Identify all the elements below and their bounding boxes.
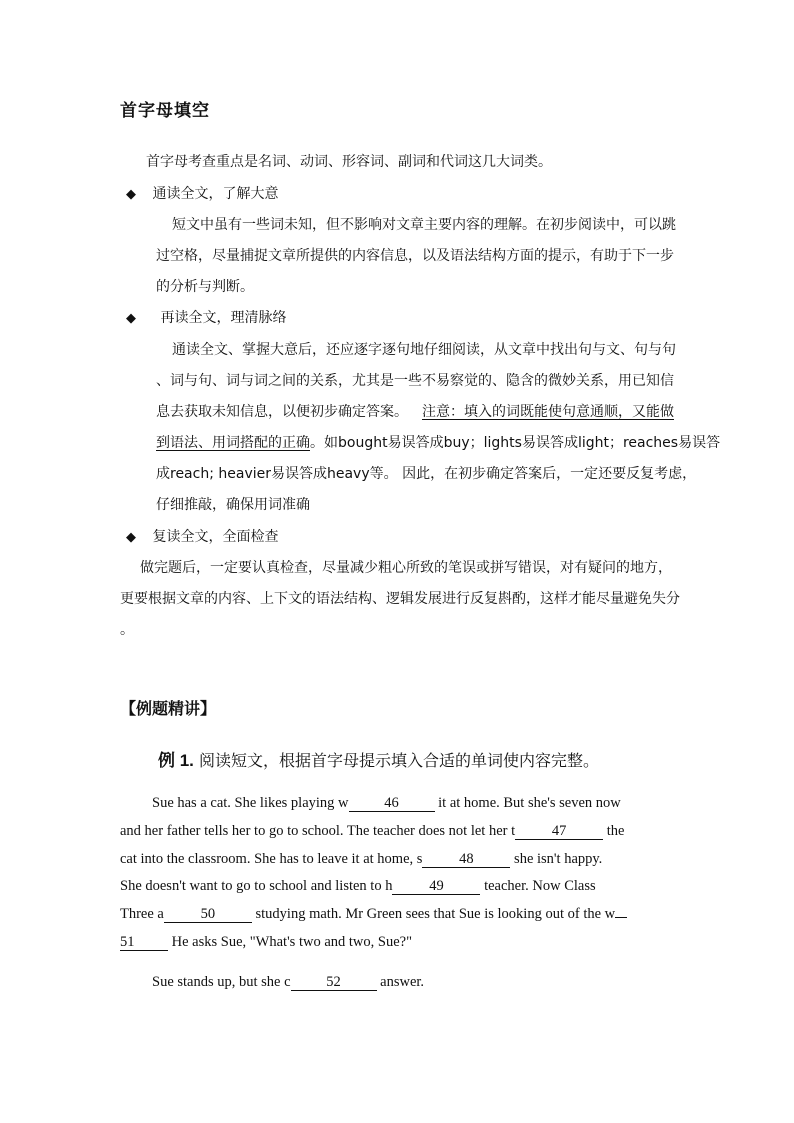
- passage-text: teacher. Now Class: [480, 878, 596, 894]
- tip2-text: 。如bought易误答成buy；lights易误答成light；reaches易误答: [310, 435, 721, 451]
- tip1-line: 过空格，尽量捕捉文章所提供的内容信息，以及语法结构方面的提示，有助于下一步: [156, 248, 674, 264]
- example-heading: [158, 746, 599, 771]
- diamond-bullet-icon: ◆: [126, 530, 136, 545]
- tip2-note-underlined: 到语法、用词搭配的正确: [156, 435, 310, 451]
- passage-text: she isn't happy.: [510, 851, 603, 867]
- blank-50[interactable]: 50: [164, 906, 252, 923]
- passage-text: She doesn't want to go to school and listen to h: [120, 878, 393, 894]
- passage-text: the: [603, 823, 625, 839]
- blank-49[interactable]: 49: [392, 878, 480, 895]
- blank-52[interactable]: 52: [291, 974, 377, 991]
- tip1-line: 短文中虽有一些词未知，但不影响对文章主要内容的理解。在初步阅读中，可以跳: [172, 217, 676, 233]
- tip2-line: 成reach; heavier易误答成heavy等。 因此，在初步确定答案后，一定还要反复考虑，: [156, 466, 697, 482]
- intro-text: 首字母考查重点是名词、动词、形容词、副词和代词这几大词类。: [146, 154, 552, 170]
- tip2-line: 仔细推敲，确保用词准确: [156, 497, 310, 513]
- passage-text: studying math. Mr Green sees that Sue is looking out of the w: [251, 906, 616, 922]
- tip1-line: 的分析与判断。: [156, 279, 254, 295]
- example-instruction: 阅读短文，根据首字母提示填入合适的单词使内容完整。: [199, 751, 600, 770]
- tip3-item: [126, 527, 278, 548]
- diamond-bullet-icon: ◆: [126, 311, 136, 326]
- tip3-line: 做完题后，一定要认真检查，尽量减少粗心所致的笔误或拼写错误，对有疑问的地方，: [140, 560, 672, 576]
- tip2-line: [156, 402, 674, 422]
- passage-line: [120, 878, 596, 895]
- passage-line: [120, 906, 627, 923]
- example-label: 例 1.: [158, 751, 194, 770]
- passage-text: and her father tells her to go to school. The teacher does not let her t: [120, 823, 516, 839]
- passage-text: Sue has a cat. She likes playing w: [152, 795, 349, 811]
- tip2-item: [126, 308, 286, 329]
- blank-51-start[interactable]: [615, 917, 627, 918]
- tip2-heading: 再读全文，理清脉络: [160, 310, 287, 326]
- tip2-line: 、词与句、词与词之间的关系，尤其是一些不易察觉的、隐含的微妙关系，用已知信: [156, 373, 674, 389]
- tip3-line: 。: [120, 622, 134, 638]
- passage-text: He asks Sue, "What's two and two, Sue?": [168, 934, 412, 950]
- tip2-text: 息去获取未知信息，以便初步确定答案。: [156, 404, 408, 420]
- passage-text: it at home. But she's seven now: [434, 795, 621, 811]
- blank-51[interactable]: 51: [120, 934, 168, 951]
- section-title: 首字母填空: [120, 101, 210, 121]
- diamond-bullet-icon: ◆: [126, 187, 136, 202]
- tip1-item: [126, 184, 278, 205]
- passage-text: answer.: [376, 974, 425, 990]
- example-section-title: 【例题精讲】: [120, 699, 217, 718]
- passage-text: cat into the classroom. She has to leave it at home, s: [120, 851, 423, 867]
- tip1-heading: 通读全文，了解大意: [152, 186, 279, 202]
- tip2-line: [156, 433, 720, 453]
- blank-47[interactable]: 47: [515, 823, 603, 840]
- blank-46[interactable]: 46: [349, 795, 435, 812]
- tip3-heading: 复读全文，全面检查: [152, 529, 279, 545]
- tip3-line: 更要根据文章的内容、上下文的语法结构、逻辑发展进行反复斟酌，这样才能尽量避免失分: [120, 591, 680, 607]
- passage-line: [120, 823, 624, 840]
- passage-line: [152, 974, 424, 991]
- passage-line: [152, 795, 621, 812]
- passage-line: [120, 934, 412, 951]
- tip2-line: 通读全文、掌握大意后，还应逐字逐句地仔细阅读，从文章中找出句与文、句与句: [172, 342, 676, 358]
- tip2-note-underlined: 注意：填入的词既能使句意通顺，又能做: [422, 404, 674, 420]
- blank-48[interactable]: 48: [422, 851, 510, 868]
- passage-text: Sue stands up, but she c: [152, 974, 291, 990]
- passage-text: Three a: [120, 906, 164, 922]
- passage-line: [120, 851, 602, 868]
